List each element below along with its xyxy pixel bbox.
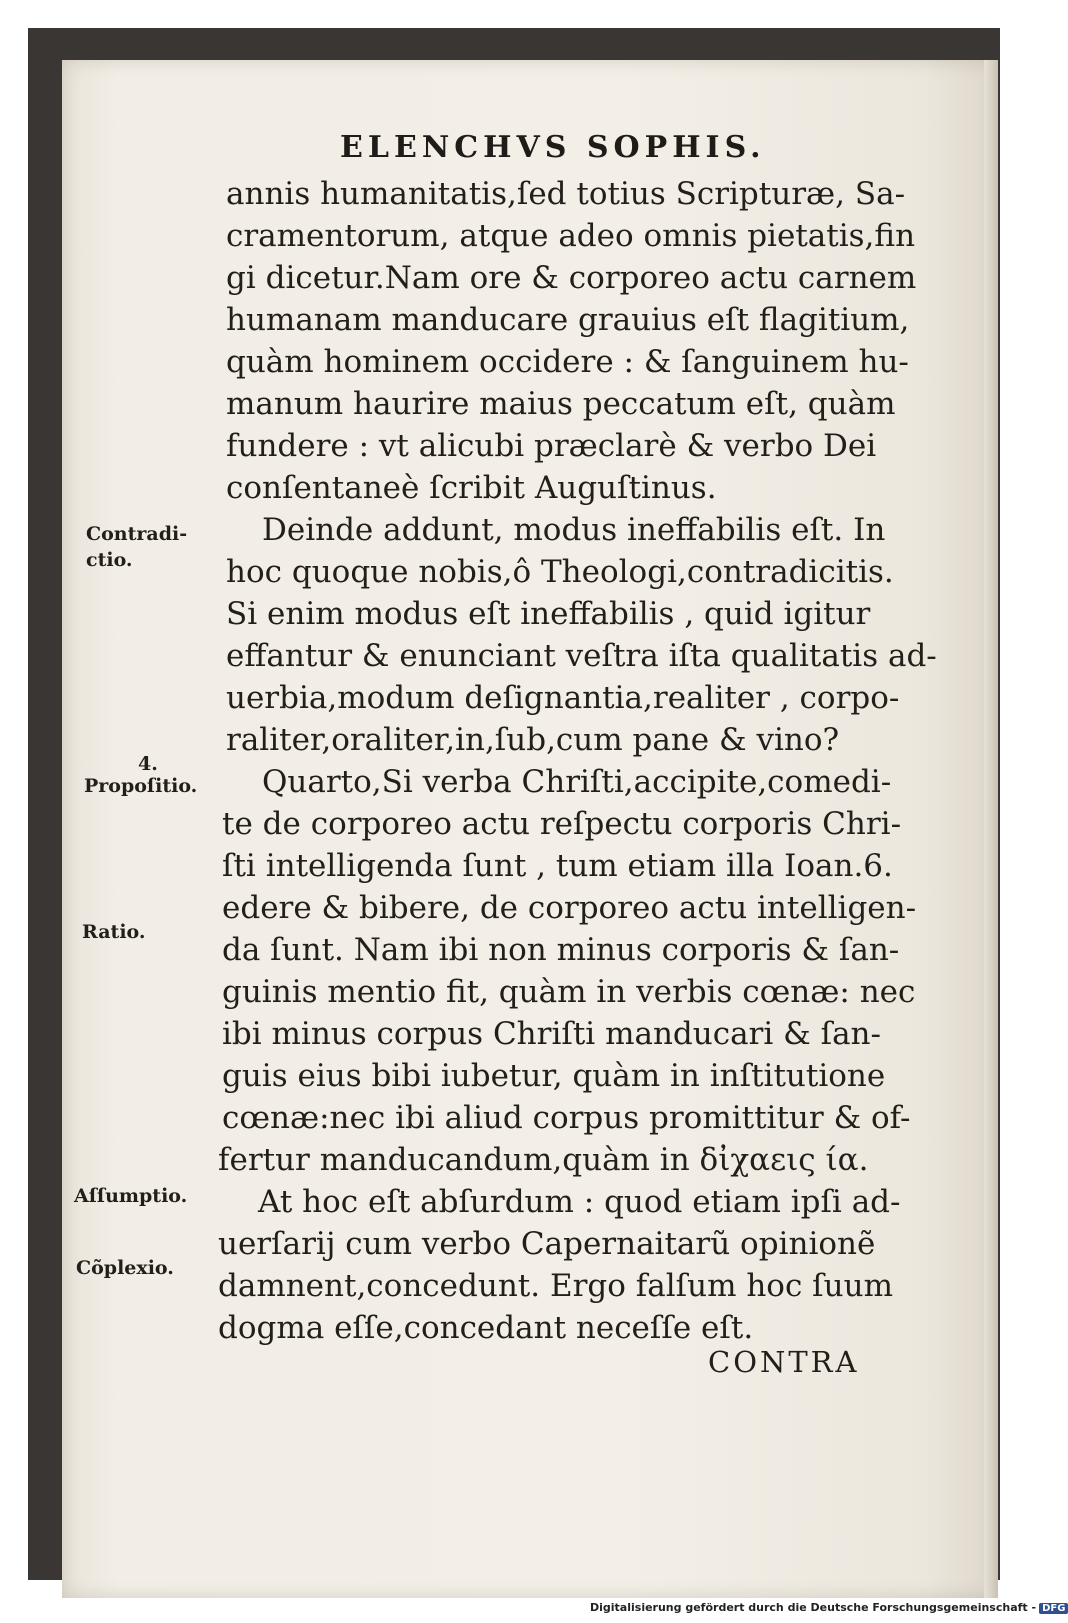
margin-note-ratio: Ratio. [82, 921, 146, 943]
text-line: guis eius bibi iubetur, quàm in inſtitutione [222, 1058, 886, 1094]
text-line: cœnæ:nec ibi aliud corpus promittitur & of- [222, 1100, 911, 1136]
text-line: Quarto,Si verba Chriſti,accipite,comedi- [262, 764, 892, 800]
margin-note-assumptio: Aſſumptio. [74, 1185, 188, 1207]
text-line: conſentaneè ſcribit Auguſtinus. [226, 470, 717, 506]
text-line: fertur manducandum,quàm in δἰχαεις ία. [218, 1142, 869, 1178]
text-line: Si enim modus eſt ineffabilis , quid igitur [226, 596, 871, 632]
text-line: dogma eſſe,concedant neceſſe eſt. [218, 1310, 754, 1346]
digitization-footer [590, 1601, 1068, 1614]
text-line: damnent,concedunt. Ergo falſum hoc ſuum [218, 1268, 893, 1304]
text-line: edere & bibere, de corporeo actu intelligen- [222, 890, 917, 926]
running-header: ELENCHVS SOPHIS. [340, 130, 766, 165]
text-line: da ſunt. Nam ibi non minus corporis & ſan- [222, 932, 900, 968]
margin-note-contradictio: ctio. [86, 549, 133, 571]
text-line: humanam manducare grauius eſt flagitium, [226, 302, 910, 338]
text-line: ibi minus corpus Chriſti manducari & ſan- [222, 1016, 881, 1052]
text-line: Deinde addunt, modus ineffabilis eſt. In [262, 512, 886, 548]
margin-note-contradictio: Contradi- [86, 523, 188, 545]
text-line: quàm hominem occidere : & ſanguinem hu- [226, 344, 909, 380]
text-line: At hoc eſt abſurdum : quod etiam ipſi ad- [258, 1184, 901, 1220]
text-line: raliter,oraliter,in,ſub,cum pane & vino? [226, 722, 840, 758]
text-line: hoc quoque nobis,ô Theologi,contradicitis. [226, 554, 894, 590]
margin-note-number: 4. [138, 753, 158, 775]
text-line: cramentorum, atque adeo omnis pietatis,fin [226, 218, 916, 254]
text-line: ſti intelligenda ſunt , tum etiam illa Ioan.6. [222, 848, 893, 884]
text-line: gi dicetur.Nam ore & corporeo actu carnem [226, 260, 917, 296]
page-edge [984, 60, 998, 1598]
text-line: fundere : vt alicubi præclarè & verbo Dei [226, 428, 877, 464]
dfg-logo: DFG [1039, 1603, 1068, 1614]
margin-note-complexio: Cõplexio. [76, 1257, 174, 1279]
text-line: te de corporeo actu reſpectu corporis Chri- [222, 806, 902, 842]
text-line: manum haurire maius peccatum eſt, quàm [226, 386, 896, 422]
text-line: annis humanitatis,ſed totius Scripturæ, Sa- [226, 176, 906, 212]
margin-note-propositio: Propoſitio. [84, 775, 198, 797]
footer-text: Digitalisierung gefördert durch die Deutsche Forschungsgemeinschaft - [590, 1601, 1037, 1614]
catchword: CONTRA [708, 1345, 860, 1379]
text-line: effantur & enunciant veſtra iſta qualitatis ad- [226, 638, 937, 674]
text-line: uerſarij cum verbo Capernaitarũ opinionẽ [218, 1226, 876, 1262]
text-line: guinis mentio fit, quàm in verbis cœnæ: nec [222, 974, 916, 1010]
text-line: uerbia,modum deſignantia,realiter , corpo- [226, 680, 900, 716]
